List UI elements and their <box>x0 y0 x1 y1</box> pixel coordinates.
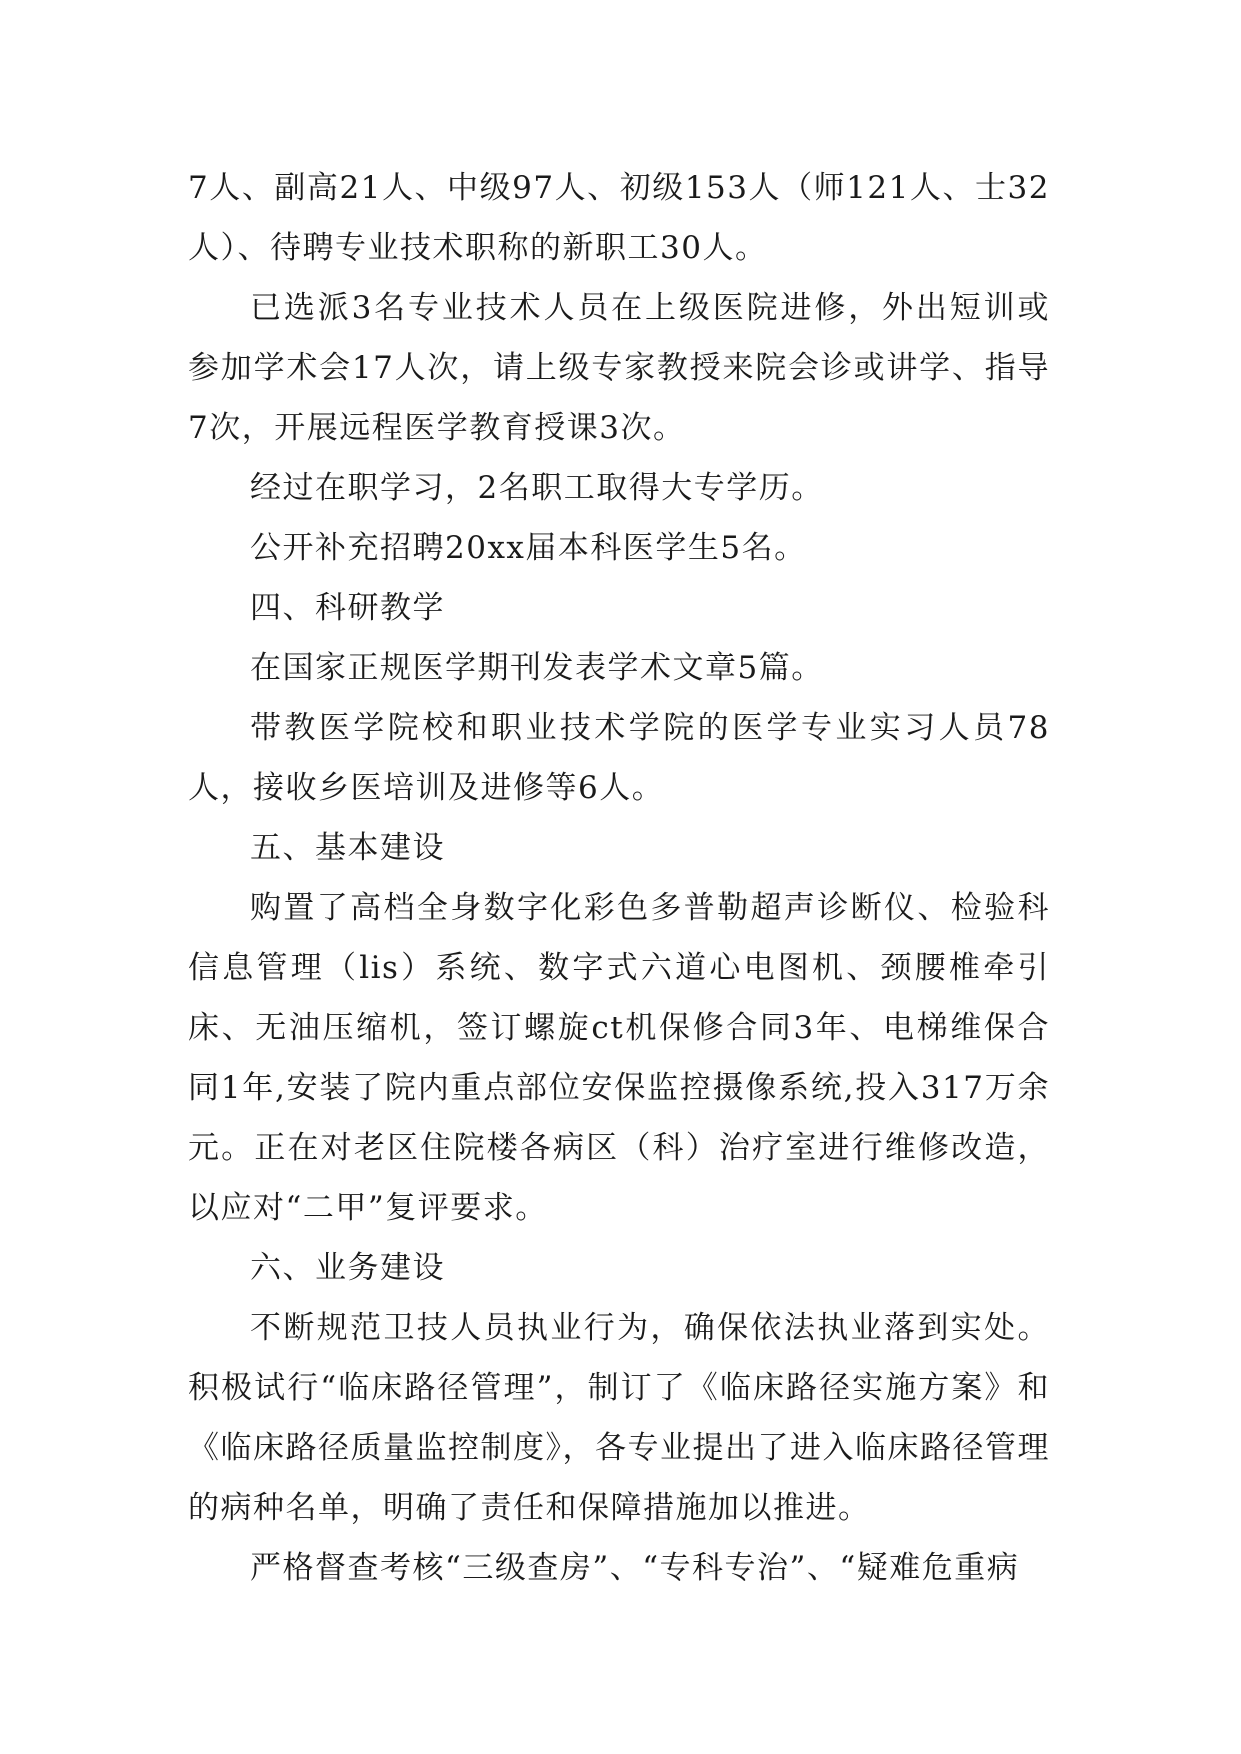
paragraph-publications: 在国家正规医学期刊发表学术文章5篇。 <box>250 650 824 686</box>
paragraph-teaching: 带教医学院校和职业技术学院的医学专业实习人员78人，接收乡医培训及进修等6人。 <box>188 710 1050 806</box>
paragraph-training: 已选派3名专业技术人员在上级医院进修，外出短训或参加学术会17人次，请上级专家教授来院会诊或讲学、指导7次，开展远程医学教育授课3次。 <box>188 290 1050 446</box>
section-heading-infrastructure: 五、基本建设 <box>250 830 445 866</box>
paragraph-rounds-supervision: 严格督查考核“三级查房”、“专科专治”、“疑难危重病 <box>250 1550 1020 1586</box>
paragraph-clinical-pathway: 不断规范卫技人员执业行为，确保依法执业落到实处。积极试行“临床路径管理”，制订了《临床路径实施方案》和《临床路径质量监控制度》，各专业提出了进入临床路径管理的病种名单，明确了责任和保障措施加以推进。 <box>188 1310 1050 1526</box>
paragraph-staff-titles: 7人、副高21人、中级97人、初级153人（师121人、士32人）、待聘专业技术职称的新职工30人。 <box>188 170 1050 266</box>
paragraph-education: 经过在职学习，2名职工取得大专学历。 <box>250 470 824 506</box>
paragraph-equipment: 购置了高档全身数字化彩色多普勒超声诊断仪、检验科信息管理（lis）系统、数字式六道心电图机、颈腰椎牵引床、无油压缩机，签订螺旋ct机保修合同3年、电梯维保合同1年,安装了院内重点部位安保监控摄像系统,投入317万余元。正在对老区住院楼各病区（科）治疗室进行维修改造，以应对“二甲”复评要求。 <box>188 890 1050 1226</box>
document-body <box>188 158 1050 1598</box>
paragraph-recruitment: 公开补充招聘20xx届本科医学生5名。 <box>250 530 807 566</box>
section-heading-business: 六、业务建设 <box>250 1250 445 1286</box>
section-heading-research: 四、科研教学 <box>250 590 445 626</box>
